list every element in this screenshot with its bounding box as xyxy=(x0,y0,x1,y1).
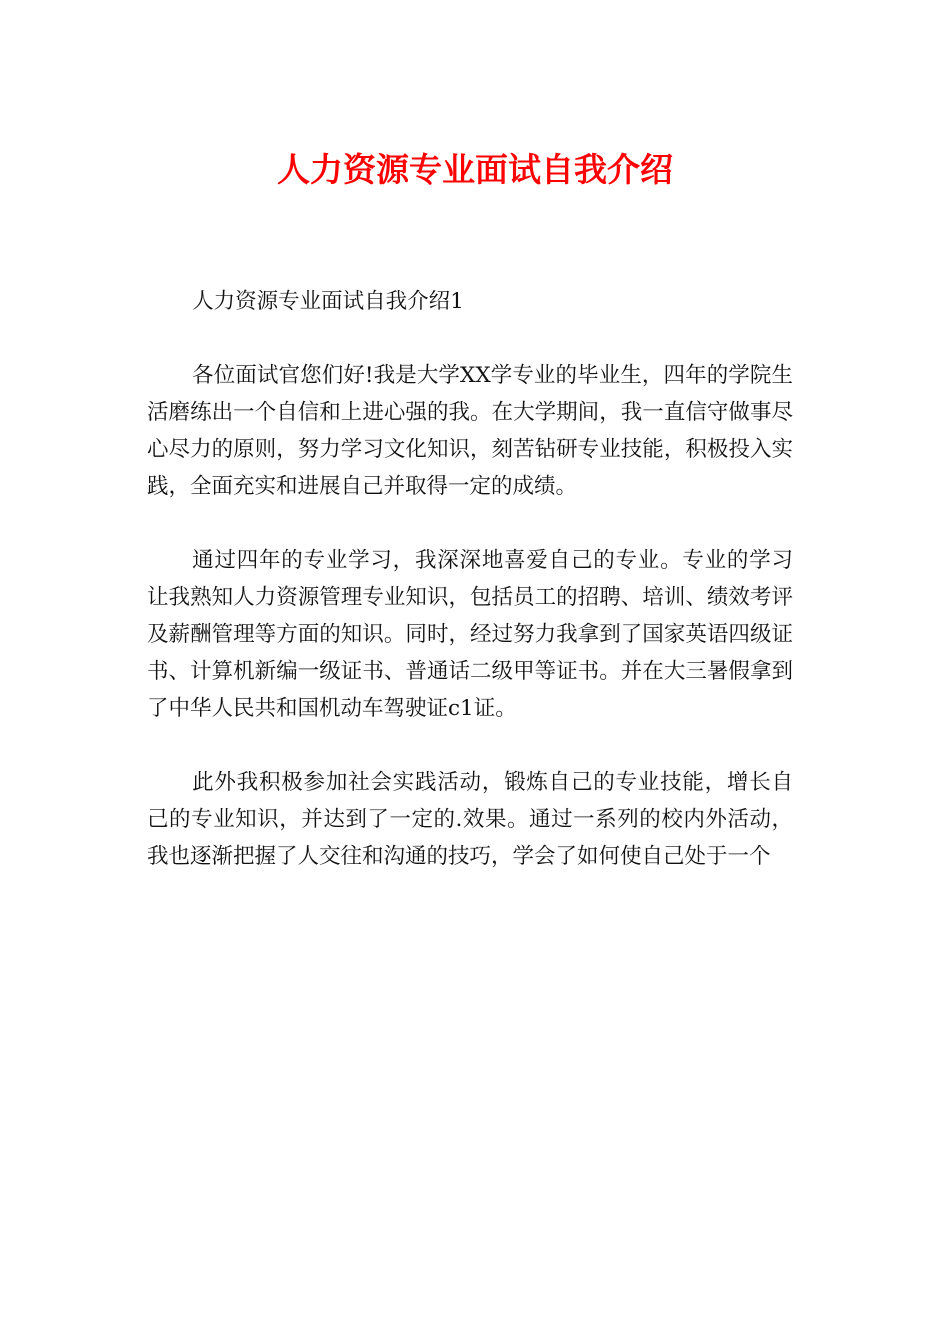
document-body xyxy=(147,283,793,912)
paragraph-2: 通过四年的专业学习，我深深地喜爱自己的专业。专业的学习让我熟知人力资源管理专业知识，包括员工的招聘、培训、绩效考评及薪酬管理等方面的知识。同时，经过努力我拿到了国家英语四级证书、计算机新编一级证书、普通话二级甲等证书。并在大三暑假拿到了中华人民共和国机动车驾驶证c1证。 xyxy=(147,548,793,721)
paragraph-heading: 人力资源专业面试自我介绍1 xyxy=(192,289,464,314)
paragraph-1: 各位面试官您们好!我是大学XX学专业的毕业生，四年的学院生活磨练出一个自信和上进心强的我。在大学期间，我一直信守做事尽心尽力的原则，努力学习文化知识，刻苦钻研专业技能，积极投入实践，全面充实和进展自己并取得一定的成绩。 xyxy=(147,363,793,499)
paragraph-3: 此外我积极参加社会实践活动，锻炼自己的专业技能，增长自己的专业知识，并达到了一定的.效果。通过一系列的校内外活动，我也逐渐把握了人交往和沟通的技巧，学会了如何使自己处于一个 xyxy=(147,770,793,869)
document-title: 人力资源专业面试自我介绍 xyxy=(277,150,673,189)
